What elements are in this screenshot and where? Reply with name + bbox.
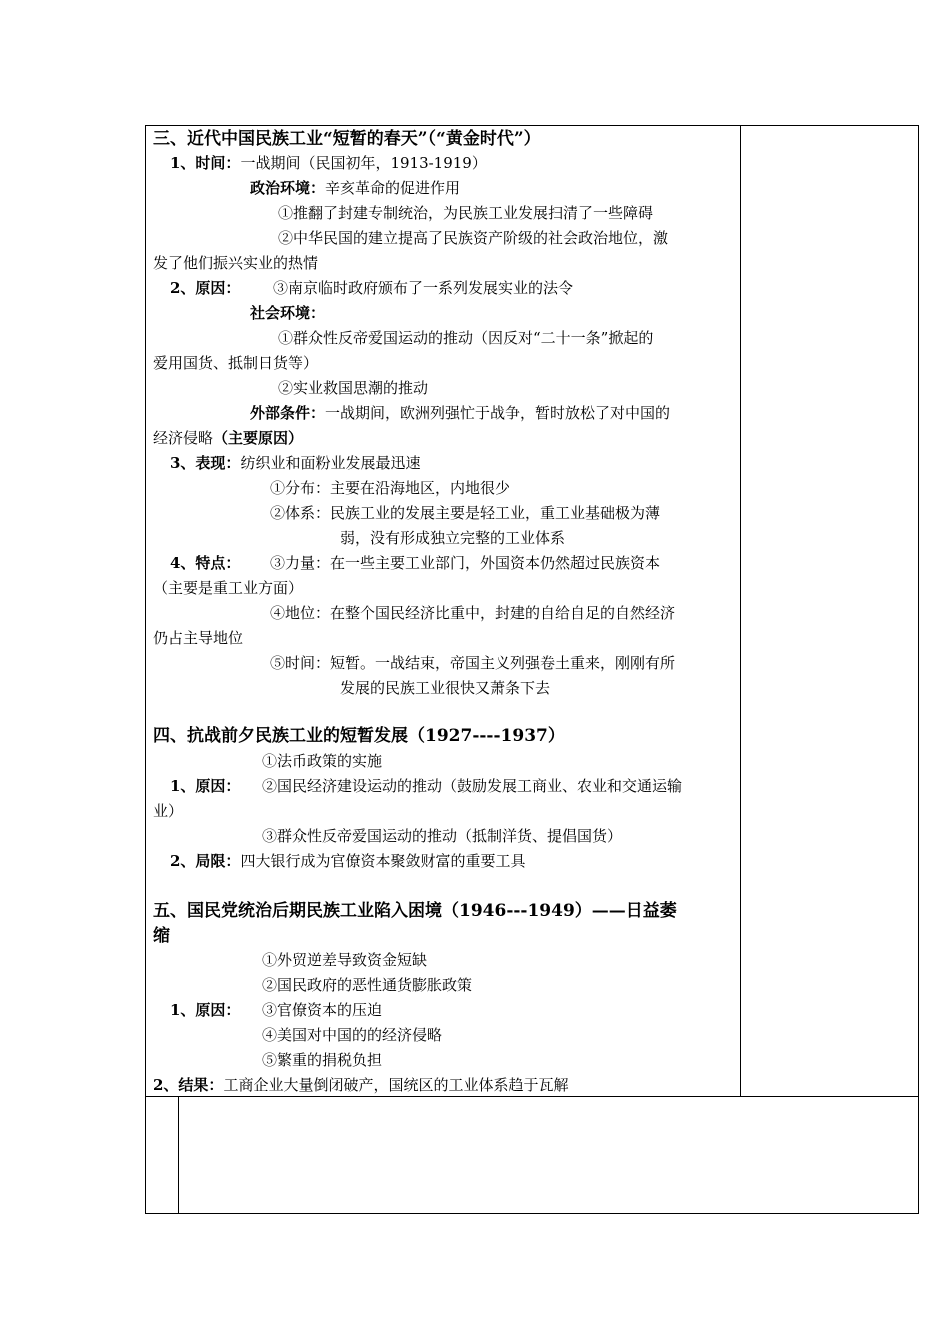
reason-line: [170, 278, 240, 298]
performance-text: 纺织业和面粉业发展最迅速: [240, 454, 421, 472]
s4-limit-text: 四大银行成为官僚资本聚敛财富的重要工具: [240, 852, 526, 870]
right-column-divider: [740, 125, 741, 1097]
s4-reason-item-2a: ②国民经济建设运动的推动（鼓励发展工商业、农业和交通运输: [262, 777, 683, 795]
section3-heading: 三、近代中国民族工业“短暂的春天”（“黄金时代”）: [153, 129, 541, 149]
section3-time-line: [170, 153, 487, 173]
political-env-line: [250, 178, 460, 198]
s5-reason-item-1: ①外贸逆差导致资金短缺: [262, 951, 428, 969]
social-item-2: ②实业救国思潮的推动: [278, 379, 429, 397]
s4-reason-item-2b: 业）: [153, 802, 184, 820]
s5-reason-item-5: ⑤繁重的捐税负担: [262, 1051, 383, 1069]
feature-item-4a: ④地位：在整个国民经济比重中，封建的自给自足的自然经济: [270, 604, 676, 622]
political-item-1: ①推翻了封建专制统治，为民族工业发展扫清了一些障碍: [278, 204, 654, 222]
feature-item-1: ①分布：主要在沿海地区，内地很少: [270, 479, 511, 497]
bottom-left-column-divider: [178, 1096, 179, 1214]
external-line-b: [153, 428, 303, 448]
s5-reason-label: 1、原因：: [170, 1001, 241, 1019]
s4-reason-item-1: ①法币政策的实施: [262, 752, 383, 770]
external-line: [250, 403, 670, 423]
feature-item-4b: 仍占主导地位: [153, 629, 244, 647]
political-item-2b: 发了他们振兴实业的热情: [153, 254, 319, 272]
section5-heading-a: 五、国民党统治后期民族工业陷入困境（1946---1949）——日益萎: [153, 901, 677, 921]
section4-heading: 四、抗战前夕民族工业的短暂发展（1927----1937）: [153, 726, 565, 746]
feature-item-2a: ②体系：民族工业的发展主要是轻工业，重工业基础极为薄: [270, 504, 661, 522]
section5-heading-b: 缩: [153, 926, 170, 946]
social-item-1a: ①群众性反帝爱国运动的推动（因反对“二十一条”掀起的: [278, 329, 654, 347]
feature-item-3a: ③力量：在一些主要工业部门，外国资本仍然超过民族资本: [270, 554, 661, 572]
political-label: 政治环境：: [250, 179, 326, 197]
s5-reason-item-2: ②国民政府的恶性通货膨胀政策: [262, 976, 473, 994]
s5-reason-item-4: ④美国对中国的的经济侵略: [262, 1026, 443, 1044]
s4-reason-item-3: ③群众性反帝爱国运动的推动（抵制洋货、提倡国货）: [262, 827, 623, 845]
s5-result-text: 工商企业大量倒闭破产，国统区的工业体系趋于瓦解: [223, 1076, 569, 1094]
feature-label: 4、特点：: [170, 554, 241, 572]
reason-label: 2、原因：: [170, 279, 241, 297]
time-label: 1、时间：: [170, 154, 241, 172]
feature-item-5a: ⑤时间：短暂。一战结束，帝国主义列强卷土重来，刚刚有所: [270, 654, 676, 672]
s5-result-line: [153, 1075, 568, 1095]
performance-label: 3、表现：: [170, 454, 241, 472]
s4-reason-label: 1、原因：: [170, 777, 241, 795]
feature-item-5b: 发展的民族工业很快又萧条下去: [340, 679, 551, 697]
main-reason-note: （主要原因）: [213, 429, 304, 447]
s5-reason-item-3: ③官僚资本的压迫: [262, 1001, 383, 1019]
political-item-2a: ②中华民国的建立提高了民族资产阶级的社会政治地位，激: [278, 229, 669, 247]
performance-line: [170, 453, 420, 473]
social-env-label: 社会环境：: [250, 304, 326, 322]
external-b-text: 经济侵略: [153, 429, 214, 447]
social-item-1b: 爱用国货、抵制日货等）: [153, 354, 319, 372]
external-text: 一战期间，欧洲列强忙于战争，暂时放松了对中国的: [325, 404, 671, 422]
s4-limit-line: [170, 851, 525, 871]
political-item-3: ③南京临时政府颁布了一系列发展实业的法令: [273, 279, 574, 297]
external-label: 外部条件：: [250, 404, 326, 422]
political-text: 辛亥革命的促进作用: [325, 179, 461, 197]
time-text: 一战期间（民国初年，1913-1919）: [240, 154, 487, 172]
feature-item-2b: 弱，没有形成独立完整的工业体系: [340, 529, 566, 547]
bottom-row-divider: [145, 1096, 919, 1097]
s5-result-label: 2、结果：: [153, 1076, 224, 1094]
feature-item-3b: （主要是重工业方面）: [153, 579, 304, 597]
s4-limit-label: 2、局限：: [170, 852, 241, 870]
